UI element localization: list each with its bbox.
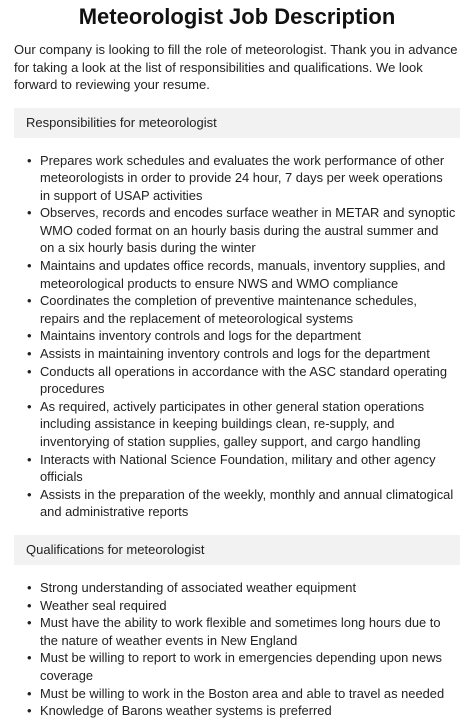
list-item: • Must have the ability to work flexible and sometimes long hours due to the nature of weather events in New England <box>40 614 460 649</box>
responsibilities-list <box>14 152 460 521</box>
list-item: • Knowledge of Barons weather systems is preferred <box>40 702 460 720</box>
list-item: • Maintains inventory controls and logs for the department <box>40 327 460 345</box>
list-item: • Strong understanding of associated weather equipment <box>40 579 460 597</box>
list-item: • Assists in maintaining inventory controls and logs for the department <box>40 345 460 363</box>
list-item: • Coordinates the completion of preventive maintenance schedules, repairs and the replacement of meteorological systems <box>40 292 460 327</box>
qualifications-heading: Qualifications for meteorologist <box>14 535 460 565</box>
list-item: • Prepares work schedules and evaluates the work performance of other meteorologists in order to provide 24 hour, 7 days per week operations in support of USAP activities <box>40 152 460 205</box>
list-item: • As required, actively participates in other general station operations including assistance in keeping buildings clean, re-supply, and inventorying of station supplies, galley support, and cargo handling <box>40 398 460 451</box>
qualifications-list <box>14 579 460 720</box>
list-item: • Must be willing to work in the Boston area and able to travel as needed <box>40 685 460 703</box>
page-title: Meteorologist Job Description <box>78 4 396 29</box>
intro-paragraph: Our company is looking to fill the role of meteorologist. Thank you in advance for taking a look at the list of responsibilities and qualifications. We look forward to reviewing your resume. <box>14 42 458 92</box>
list-item: • Maintains and updates office records, manuals, inventory supplies, and meteorological products to ensure NWS and WMO compliance <box>40 257 460 292</box>
list-item: • Must be willing to report to work in emergencies depending upon news coverage <box>40 649 460 684</box>
responsibilities-heading: Responsibilities for meteorologist <box>14 108 460 138</box>
list-item: • Weather seal required <box>40 597 460 615</box>
list-item: • Interacts with National Science Foundation, military and other agency officials <box>40 451 460 486</box>
list-item: • Conducts all operations in accordance with the ASC standard operating procedures <box>40 363 460 398</box>
list-item: • Assists in the preparation of the weekly, monthly and annual climatogical and administrative reports <box>40 486 460 521</box>
list-item: • Observes, records and encodes surface weather in METAR and synoptic WMO coded format on an hourly basis during the austral summer and on a six hourly basis during the winter <box>40 204 460 257</box>
